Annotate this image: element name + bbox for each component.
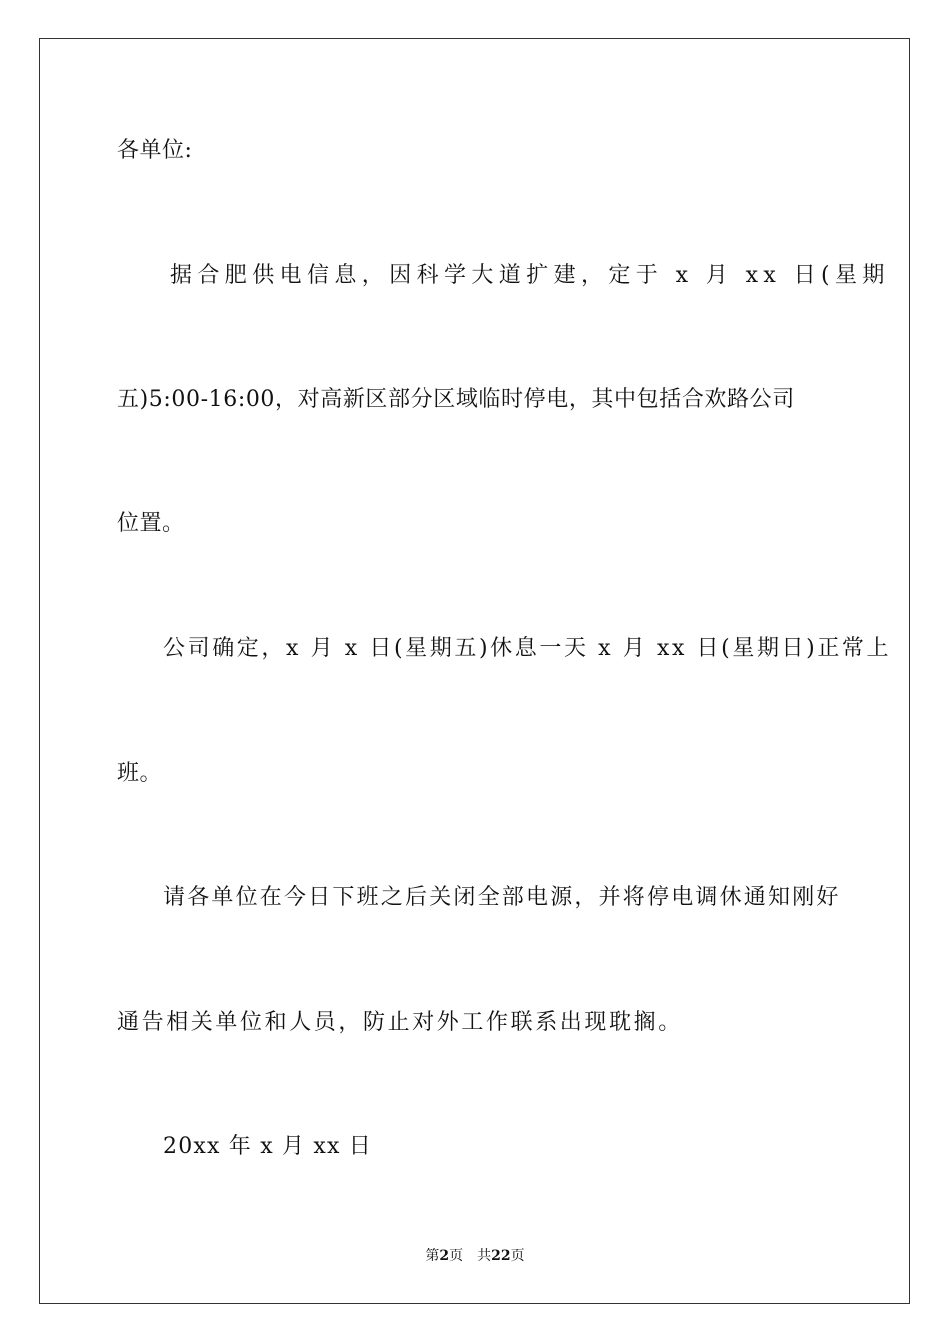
footer-page-number: 2 (439, 1248, 450, 1264)
footer-page-prefix: 第 (425, 1248, 440, 1264)
paragraph-1-line-1: 据合肥供电信息，因科学大道扩建，定于 x 月 xx 日(星期 (170, 263, 890, 288)
footer-total-prefix: 共 (477, 1248, 492, 1264)
paragraph-1-line-3: 位置。 (117, 511, 185, 536)
footer-total-suffix: 页 (510, 1248, 525, 1264)
salutation: 各单位: (117, 138, 193, 163)
paragraph-2-line-2: 班。 (117, 761, 163, 786)
paragraph-3-line-2: 通告相关单位和人员，防止对外工作联系出现耽搁。 (117, 1010, 683, 1035)
document-date: 20xx 年 x 月 xx 日 (163, 1134, 372, 1159)
paragraph-1-line-2: 五)5:00-16:00，对高新区部分区域临时停电，其中包括合欢路公司 (117, 387, 795, 412)
paragraph-3-line-1: 请各单位在今日下班之后关闭全部电源，并将停电调休通知刚好 (163, 885, 841, 910)
page-footer (0, 1246, 950, 1266)
footer-total-pages: 22 (491, 1248, 511, 1264)
paragraph-2-line-1: 公司确定，x 月 x 日(星期五)休息一天 x 月 xx 日(星期日)正常上 (163, 636, 892, 661)
footer-page-suffix: 页 (449, 1248, 464, 1264)
page-border (39, 38, 910, 1304)
